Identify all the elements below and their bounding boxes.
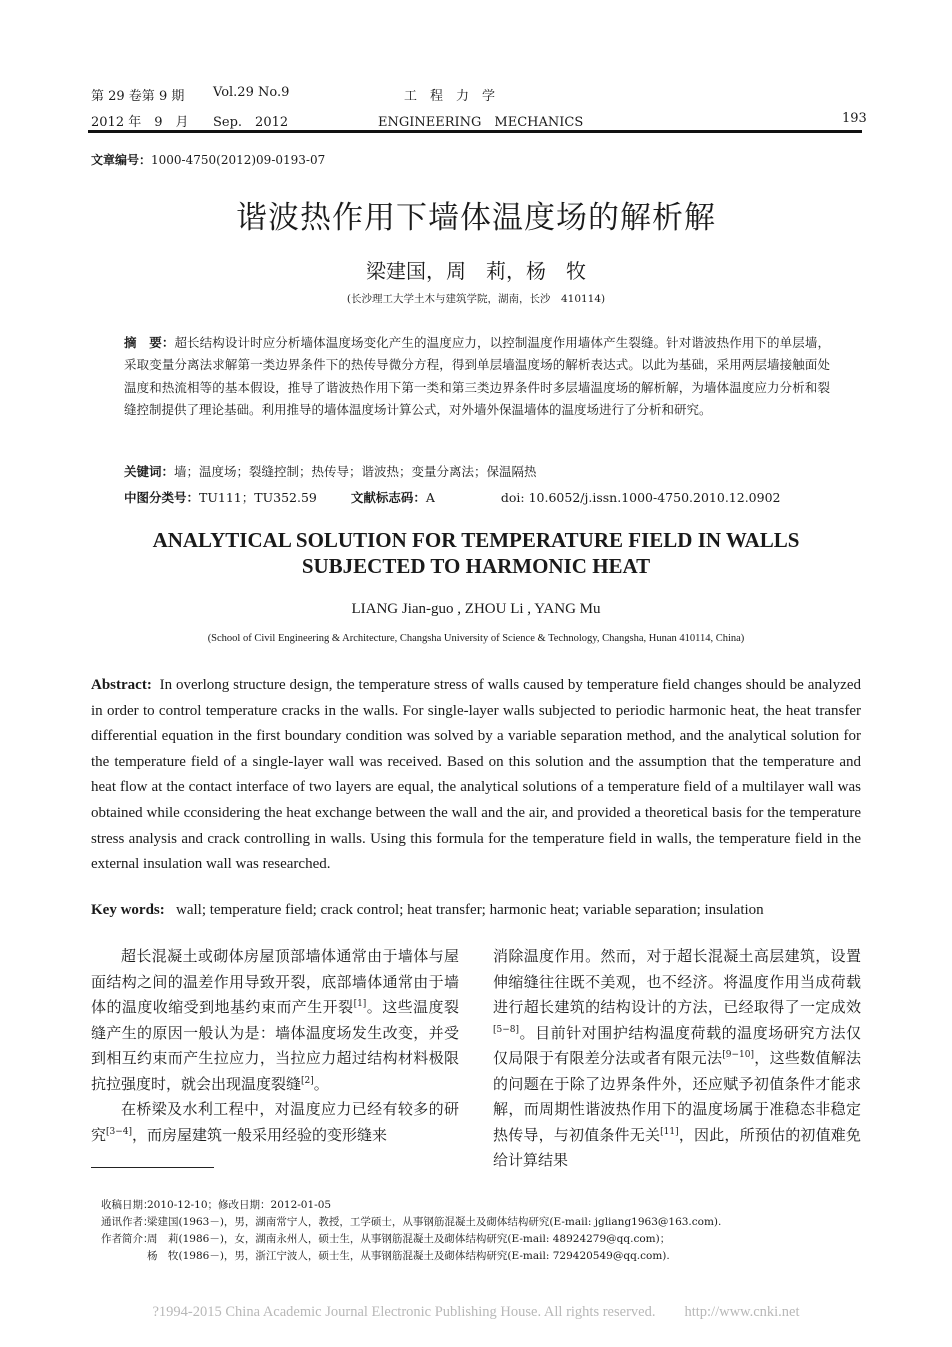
doi: doi: 10.6052/j.issn.1000-4750.2010.12.0902 [500, 490, 781, 505]
keywords-cn-label: 关键词： [124, 464, 175, 479]
article-number-value: 1000-4750(2012)09-0193-07 [151, 153, 326, 167]
affiliation-cn: (长沙理工大学土木与建筑学院，湖南，长沙 410114) [346, 293, 606, 305]
citation: [5−8] [493, 1024, 520, 1035]
body-text: 。 [313, 1074, 329, 1093]
date-en: Sep. 2012 [213, 115, 289, 130]
volume-cn: 第 29 卷第 9 期 [91, 89, 185, 104]
doc-code-value: A [425, 490, 435, 505]
header-rule [88, 130, 862, 133]
keywords-en-label: Key words: [91, 902, 165, 918]
body-column-left [91, 944, 459, 1148]
abstract-cn-label: 摘 要： [124, 335, 175, 350]
footnotes [101, 1197, 721, 1265]
clc-label: 中图分类号： [124, 490, 200, 505]
title-cn: 谐波热作用下墙体温度场的解析解 [236, 200, 716, 236]
body-text: 消除温度作用。然而，对于超长混凝土高层建筑，设置伸缩缝往往既不美观，也不经济。将温度作用当成荷载进行超长建筑的结构设计的方法，已经取得了一定成效 [493, 947, 861, 1016]
abstract-cn [124, 332, 830, 422]
journal-name-cn: 工 程 力 学 [404, 89, 496, 104]
body-text: 。这些温度裂缝产生的原因一般认为是：墙体温度场发生改变，并受到相互约束而产生拉应力，当拉应力超过结构材料极限抗拉强度时，就会出现温度裂缝 [91, 998, 459, 1093]
keywords-en [91, 902, 861, 919]
authors-cn: 梁建国，周 莉，杨 牧 [366, 259, 586, 283]
citation: [9−10] [722, 1050, 754, 1060]
footnote-author1 [101, 1231, 721, 1248]
abstract-en-text: In overlong structure design, the temperature stress of walls caused by temperature field changes should be analyzed in order to control temperature cracks in the walls. For single-layer walls subjected to periodic harmonic heat, the heat transfer differential equation in the first boundary condition was solved by a variable separation method, and the analytical solution for the temperature field of a single-layer wall was received. Based on this solution and the assumption that the temperature and heat flow at the contact interface of two layers are equal, the analytical solutions of a temperature field of a multilayer wall was obtained while cconsidering the heat exchange between the wall and the air, and provided a theoretical basis for the temperature stress analysis and crack controlling in walls. Using this formula for the temperature field in walls, the temperature field in the external insulation wall was researched. [91, 677, 862, 873]
footnote-key: 收稿日期： [101, 1199, 154, 1211]
affiliation-en: (School of Civil Engineering & Architecture, Changsha University of Science & Technology, Changsha, Hunan 410114, China) [207, 633, 745, 644]
footnote-received [101, 1197, 721, 1214]
body-text: ，这些数值解法的问题在于除了边界条件外，还应赋予初值条件才能求解，而周期性谐波热作用下的温度场属于准稳态非稳定热传导，与初值条件无关 [493, 1049, 861, 1144]
footnote-value: 2010-12-10；修改日期：2012-01-05 [147, 1199, 332, 1211]
classification-line [124, 488, 844, 506]
journal-name-en: ENGINEERING MECHANICS [378, 115, 584, 130]
citation: [2] [301, 1075, 314, 1086]
citation: [11] [660, 1126, 679, 1137]
citation: [1] [353, 999, 367, 1009]
keywords-en-text: wall; temperature field; crack control; heat transfer; harmonic heat; variable separation; insulation [176, 902, 764, 918]
abstract-en-label: Abstract: [91, 677, 152, 693]
body-text: ，因此，所预估的初值难免给计算结果 [493, 1125, 861, 1169]
body-column-right [493, 944, 861, 1174]
body-paragraph [493, 944, 861, 1174]
body-paragraph [91, 944, 459, 1097]
footnote-key: 通讯作者： [101, 1216, 154, 1228]
footnote-author2 [101, 1248, 721, 1265]
footnote-rule [91, 1167, 214, 1168]
footnote-value: 杨 牧(1986－)，男，浙江宁波人，硕士生，从事钢筋混凝土及砌体结构研究(E-mail: 729420549@qq.com). [147, 1250, 670, 1262]
volume-en: Vol.29 No.9 [213, 85, 290, 100]
footnote-corresponding [101, 1214, 721, 1231]
abstract-en [91, 673, 861, 878]
clc-value: TU111；TU352.59 [199, 490, 317, 505]
abstract-cn-text: 超长结构设计时应分析墙体温度场变化产生的温度应力，以控制温度作用墙体产生裂缝。针对谐波热作用下的单层墙，采取变量分离法求解第一类边界条件下的热传导微分方程，得到单层墙温度场的解析表达式。以此为基础，采用两层墙接触面处温度和热流相等的基本假设，推导了谐波热作用下第一类和第三类边界条件时多层墙温度场的解析解，为墙体温度应力分析和裂缝控制提供了理论基础。利用推导的墙体温度场计算公式，对外墙外保温墙体的温度场进行了分析和研究。 [124, 335, 830, 418]
footnote-key: 作者简介： [101, 1233, 154, 1245]
body-text: 超长混凝土或砌体房屋顶部墙体通常由于墙体与屋面结构之间的温差作用导致开裂，底部墙体通常由于墙体的温度收缩受到地基约束而产生开裂 [91, 947, 459, 1016]
page-number: 193 [842, 111, 867, 126]
footnote-value: 梁建国(1963－)，男，湖南常宁人，教授，工学硕士，从事钢筋混凝土及砌体结构研究(E-mail: jgliang1963@163.com). [147, 1216, 722, 1228]
title-en-line2: SUBJECTED TO HARMONIC HEAT [301, 554, 651, 578]
body-text: 。目前针对围护结构温度荷载的温度场研究方法仅仅局限于有限差分法或者有限元法 [493, 1023, 861, 1067]
authors-en: LIANG Jian-guo , ZHOU Li , YANG Mu [351, 601, 601, 617]
title-en-line1: ANALYTICAL SOLUTION FOR TEMPERATURE FIELD IN WALLS [152, 528, 800, 552]
date-cn: 2012 年 9 月 [91, 115, 189, 130]
body-text: 在桥梁及水利工程中，对温度应力已经有较多的研究 [91, 1100, 459, 1144]
footnote-key [101, 1248, 147, 1265]
article-number [91, 151, 325, 168]
cnki-watermark: ?1994-2015 China Academic Journal Electronic Publishing House. All rights reserved. http://www.cnki.net [152, 1304, 800, 1320]
citation: [3−4] [106, 1126, 133, 1137]
keywords-cn [124, 462, 844, 480]
body-paragraph [91, 1097, 459, 1148]
body-text: ，而房屋建筑一般采用经验的变形缝来 [132, 1125, 388, 1144]
footnote-value: 周 莉(1986－)，女，湖南永州人，硕士生，从事钢筋混凝土及砌体结构研究(E-mail: 48924279@qq.com)； [147, 1233, 671, 1245]
doc-code-label: 文献标志码： [350, 490, 426, 505]
keywords-cn-text: 墙；温度场；裂缝控制；热传导；谐波热；变量分离法；保温隔热 [174, 464, 537, 479]
title-en [0, 527, 952, 579]
article-number-label: 文章编号： [91, 153, 152, 167]
